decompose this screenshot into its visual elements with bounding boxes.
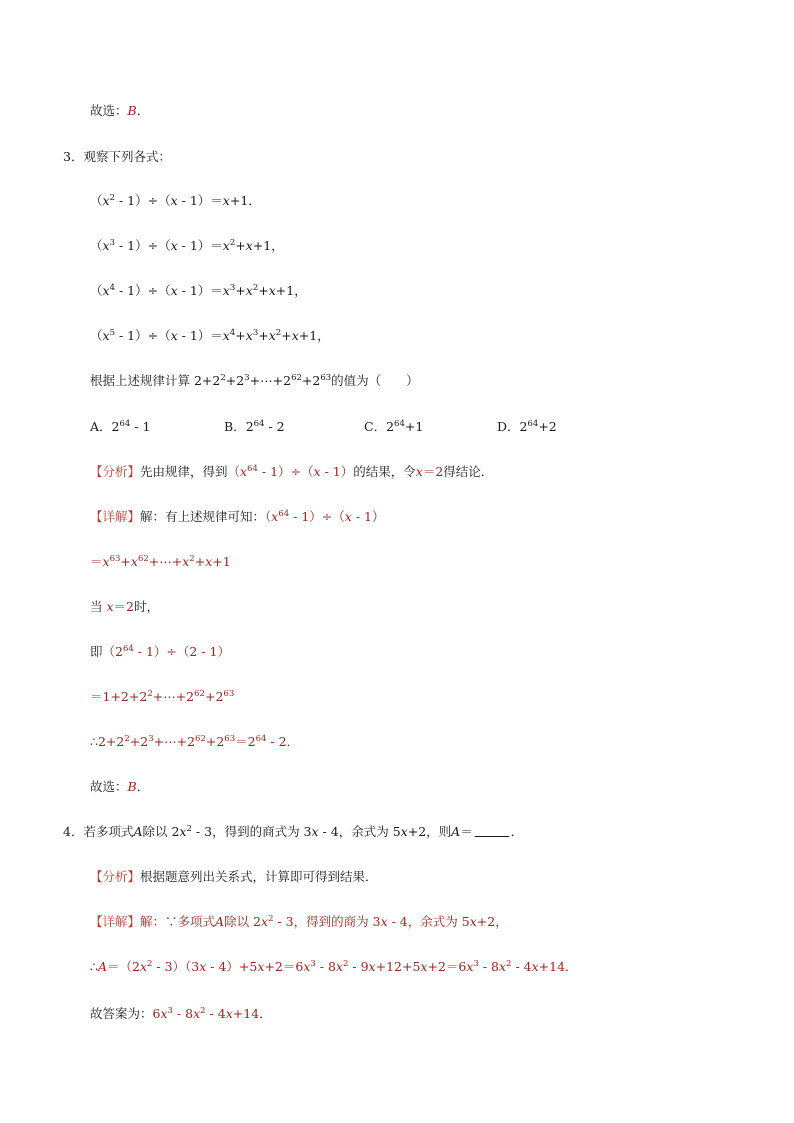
q3-step-4: $=1+2+2^2+\cdots+2^{62}+2^{63}$ <box>90 689 235 704</box>
q3-analysis: 【分析】先由规律，得到$(x^{64} - 1)\div(x - 1)$的结果，令x＝2得结论． <box>90 464 494 479</box>
q2-answer <box>90 103 149 119</box>
q3-step-2: 当 x＝2时， <box>90 599 160 614</box>
q4-answer: 故答案为：$6x^3 - 8x^2 - 4x+14$． <box>90 1006 272 1021</box>
q3-formula-2: $(x^3 - 1)\div(x - 1)=x^2+x+1$， <box>90 238 284 253</box>
q3-answer: 故选：B． <box>90 779 150 794</box>
answer-prefix: 故选： <box>90 103 128 118</box>
q4-stem: 4．若多项式A除以 $2x^2 - 3$，得到的商式为 3x - 4，余式为 5x+2，则A＝ ． <box>63 824 524 839</box>
q3-option-c[interactable]: C．$2^{64}+1$ <box>364 419 424 434</box>
q3-stem <box>63 149 171 165</box>
answer-end: ． <box>136 103 150 118</box>
q3-option-b[interactable]: B．$2^{64} - 2$ <box>224 419 285 434</box>
detail-tag: 【详解】 <box>90 914 141 929</box>
ask-prefix: 根据上述规律计算 <box>90 373 194 388</box>
question-number: 4． <box>63 824 84 839</box>
question-number: 3． <box>63 149 84 164</box>
q3-option-d[interactable]: D．$2^{64}+2$ <box>497 419 557 434</box>
ask-suffix: 的值为（ ） <box>331 373 419 388</box>
answer-value: B <box>127 103 137 118</box>
q3-option-a[interactable]: A．$2^{64} - 1$ <box>90 419 151 434</box>
q3-step-1: $=x^{63}+x^{62}+\cdots+x^2+x+1$ <box>90 554 231 569</box>
ask-sum: $2+2^2+2^3+\cdots+2^{62}+2^{63}$ <box>193 373 332 388</box>
q4-detail: 【详解】解：∵多项式A除以 $2x^2 - 3$，得到的商为 3x - 4，余式为 5x+2， <box>90 914 508 929</box>
q3-formula-1: $(x^2 - 1)\div(x - 1)=x+1$． <box>90 193 261 208</box>
q4-step-1: $\therefore A=(2x^2 - 3)(3x - 4)+5x+2=6x^3 - 8x^2 - 9x+12+5x+2=6x^3 - 8x^2 - 4x+14$． <box>90 959 578 974</box>
analysis-tag: 【分析】 <box>90 869 141 884</box>
q3-step-5: $\therefore 2+2^2+2^3+\cdots+2^{62}+2^{63}=2^{64} - 2$． <box>90 734 300 749</box>
answer-blank[interactable] <box>475 825 509 837</box>
q3-detail: 【详解】解：有上述规律可知：$(x^{64} - 1)\div(x - 1)$ <box>90 509 385 524</box>
q3-formula-3: $(x^4 - 1)\div(x - 1)=x^3+x^2+x+1$， <box>90 283 307 298</box>
q3-step-3: 即$(2^{64} - 1)\div(2 - 1)$ <box>90 644 230 659</box>
analysis-tag: 【分析】 <box>90 464 141 479</box>
q3-ask <box>90 373 419 389</box>
q4-analysis: 【分析】根据题意列出关系式，计算即可得到结果． <box>90 869 378 884</box>
question-stem: 观察下列各式： <box>83 149 171 164</box>
q3-formula-4: $(x^5 - 1)\div(x - 1)=x^4+x^3+x^2+x+1$， <box>90 328 330 343</box>
detail-tag: 【详解】 <box>90 509 141 524</box>
